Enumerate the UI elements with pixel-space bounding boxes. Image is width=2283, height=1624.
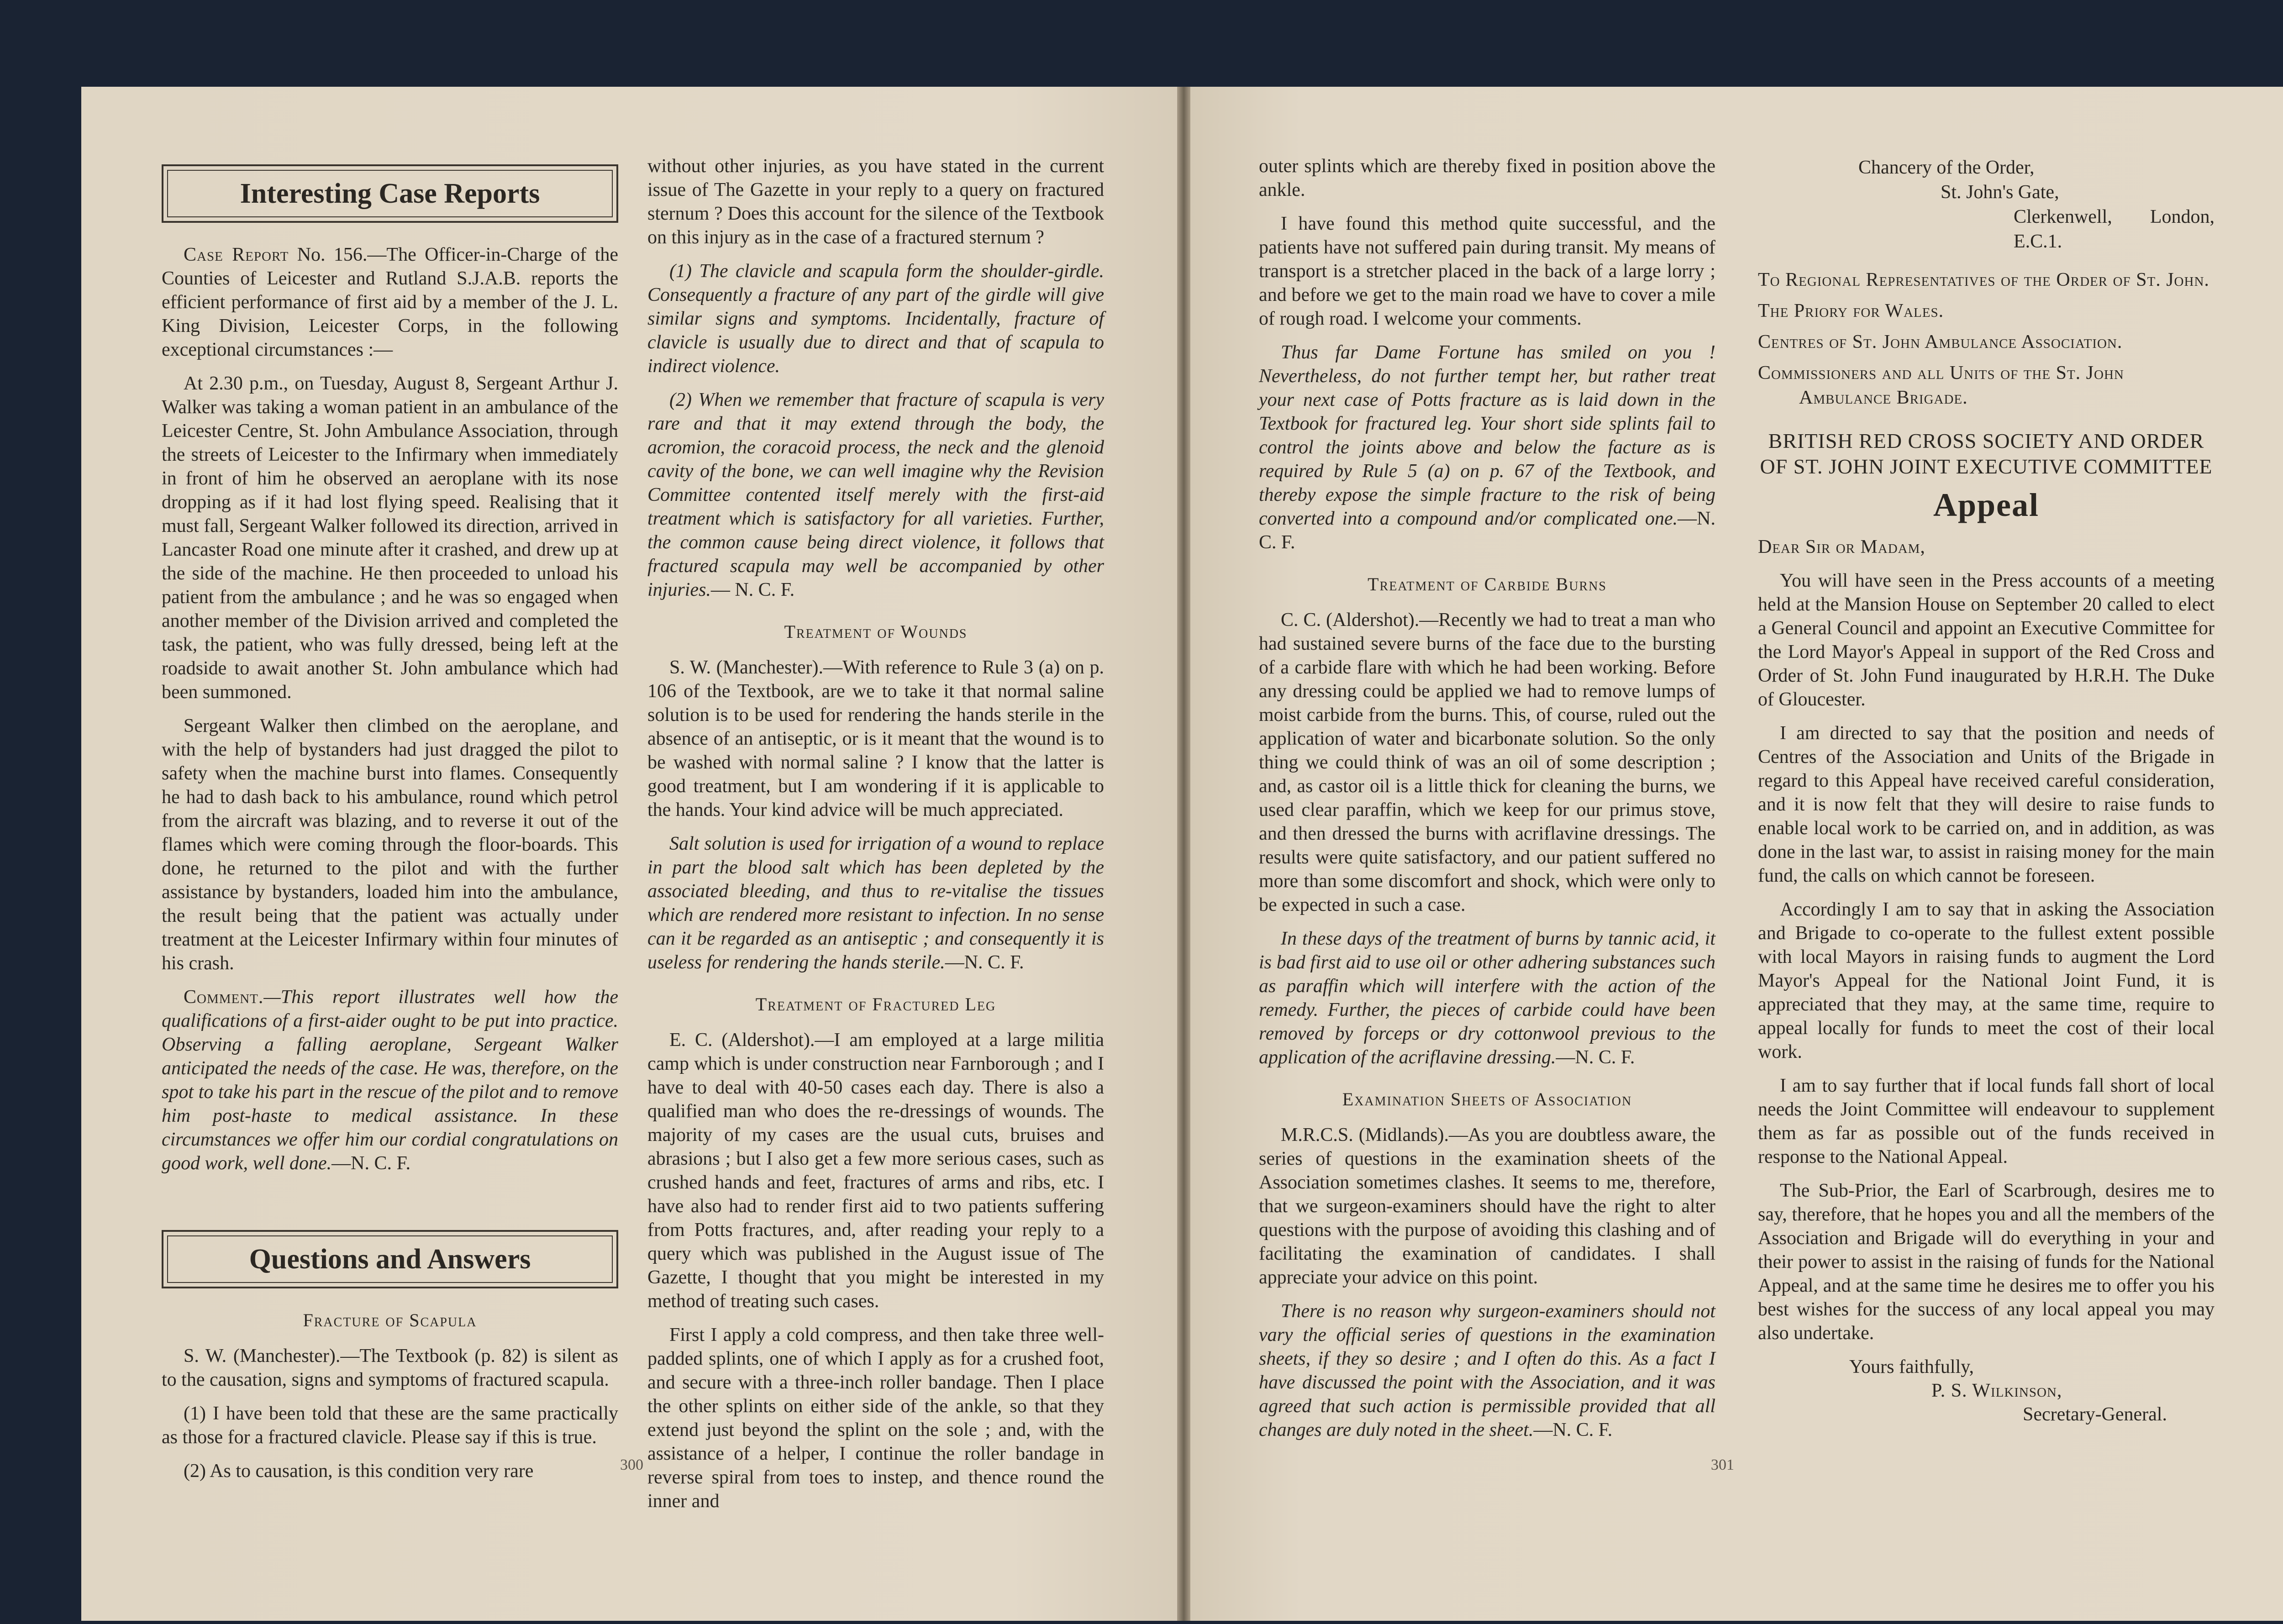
- scapula-answer-2: [647, 388, 1104, 602]
- scapula-question-1: (1) I have been told that these are the same practically as those for a fractured clavicle. Please say if this is true.: [162, 1403, 618, 1448]
- case-reports-heading: Interesting Case Reports: [167, 170, 613, 217]
- qa-heading-box: [162, 1230, 618, 1288]
- subhead-treatment-wounds: Treatment of Wounds: [784, 621, 968, 642]
- scapula-answer-2-text: (2) When we remember that fracture of scapula is very rare and that it may extend through the body, the acromion, the coracoid process, the neck and the glenoid cavity of the bone, we can well imagine why the Revision Committee contented itself merely with the first-aid treatment which is satisfactory for all varieties. Further, the common cause being direct violence, it follows that fractured scapula may well be accompanied by other injuries.: [647, 389, 1104, 600]
- page-number-left: 300: [620, 1456, 643, 1473]
- committee-heading: BRITISH RED CROSS SOCIETY AND ORDER OF ST. JOHN JOINT EXECUTIVE COMMITTEE: [1760, 429, 2213, 478]
- subhead-examination-sheets: Examination Sheets of Association: [1342, 1089, 1632, 1109]
- left-page: [81, 87, 1177, 1621]
- right-column-2: [1758, 155, 2215, 1426]
- recipient-1: To Regional Representatives of the Order of St. John.: [1758, 269, 2209, 290]
- appeal-title: Appeal: [1933, 487, 2040, 523]
- comment-label: Comment.: [184, 987, 264, 1008]
- address-line-2: St. John's Gate,: [1941, 182, 2059, 203]
- leg-question-2: First I apply a cold compress, and then take three well-padded splints, one of which I apply as for a crushed foot, and secure with a three-inch roller bandage. Then I place the other splints on either side of the ankle, so that they extend just beyond the splint on the sole ; and, with the assistance of a helper, I continue the roller bandage in reverse spiral from toes to instep, and thence round the inner and: [647, 1324, 1104, 1512]
- appeal-paragraph-3: Accordingly I am to say that in asking the Association and Brigade to co-operate to the fullest extent possible with local Mayors in raising funds to augment the Lord Mayor's Appeal for the National Joint Fund, it is appreciated that they may, at the same time, require to appeal locally for funds to meet the cost of their local work.: [1758, 899, 2215, 1062]
- case-intro: [162, 243, 618, 362]
- recipient-3: Centres of St. John Ambulance Association.: [1758, 331, 2123, 352]
- appeal-paragraph-5: The Sub-Prior, the Earl of Scarbrough, desires me to say, therefore, that he hopes you and all the members of the Association and Brigade will do everything in your and their power to assist in the raising of funds for the National Appeal, and at the same time he desires me to offer you his best wishes for the success of any local appeal you may also undertake.: [1758, 1180, 2215, 1344]
- comment-sign: —N. C. F.: [331, 1153, 410, 1174]
- leg-question-1: E. C. (Aldershot).—I am employed at a large militia camp which is under construction near Farnborough ; and I have to deal with 40-50 cases each day. There is also a qualified man who does the re-dressings of wounds. The majority of my cases are the usual cuts, bruises and abrasions ; but I also get a few more serious cases, such as crushed hands and feet, fractures of arms and ribs, etc. I have also had to render first aid to two patients suffering from Potts fractures, and, after reading your reply to a query which was published in the August issue of The Gazette, I thought that you might be interested in my method of treating such cases.: [647, 1030, 1104, 1312]
- appeal-paragraph-1: You will have seen in the Press accounts of a meeting held at the Mansion House on September 20 called to elect a General Council and appoint an Executive Committee for the Lord Mayor's Appeal in support of the Red Cross and Order of St. John Fund inaugurated by H.R.H. The Duke of Gloucester.: [1758, 570, 2215, 710]
- leg-question-cont: outer splints which are thereby fixed in position above the ankle.: [1259, 156, 1715, 200]
- case-intro-text: No. 156.—The Officer-in-Charge of the Counties of Leicester and Rutland S.J.A.B. reports the efficient performance of first aid by a member of the J. L. King Division, Leicester Corps, in the following exceptional circumstances :—: [162, 244, 618, 360]
- right-page: [1190, 87, 2283, 1621]
- sender-address: [1758, 155, 2215, 254]
- leg-answer: [1259, 341, 1715, 554]
- signer-name: P. S. Wilkinson,: [1931, 1380, 2062, 1401]
- scapula-answer-1: (1) The clavicle and scapula form the shoulder-girdle. Consequently a fracture of any part of the girdle will give similar signs and symptoms. Incidentally, fracture of clavicle is usually due to direct and that of scapula to indirect violence.: [647, 261, 1104, 377]
- address-line-3: Clerkenwell, London, E.C.1.: [2014, 206, 2215, 252]
- leg-answer-sign: —N. C. F.: [1259, 508, 1715, 553]
- signer-title: Secretary-General.: [2023, 1404, 2167, 1425]
- burns-question: C. C. (Aldershot).—Recently we had to treat a man who had sustained severe burns of the face due to the bursting of a carbide flare with which he had been working. Before any dressing could be applied we had to remove lumps of moist carbide from the burns. This, of course, ruled out the application of water and bicarbonate solution. So the only thing we could think of was an oil of some description ; and, as castor oil is a little thick for cleaning the burns, we used clear paraffin, which we keep for our primus stove, and then dressed the burns with acriflavine dressings. The results were quite satisfactory, and our patient suffered no more than some discomfort and shock, which were only to be expected in such a case.: [1259, 610, 1715, 915]
- scapula-question: S. W. (Manchester).—The Textbook (p. 82) is silent as to the causation, signs and symptoms of fractured scapula.: [162, 1345, 618, 1390]
- exam-answer-sign: —N. C. F.: [1533, 1419, 1613, 1440]
- left-column-1: [162, 164, 618, 1493]
- burns-answer-text: In these days of the treatment of burns by tannic acid, it is bad first aid to use oil or other adhering substances such as paraffin which will interfere with the action of the remedy. Further, the pieces of carbide could have been removed by forceps or dry cottonwool previous to the application of the acriflavine dressing.: [1259, 928, 1715, 1068]
- qa-heading: Questions and Answers: [167, 1235, 613, 1283]
- leg-question-3: I have found this method quite successful, and the patients have not suffered pain during transit. My means of transport is a stretcher placed in the back of a large lorry ; and before we get to the main road we have to cover a mile of rough road. I welcome your comments.: [1259, 213, 1715, 329]
- left-column-2: [647, 154, 1104, 1523]
- wounds-answer-sign: —N. C. F.: [945, 952, 1024, 973]
- case-reports-heading-box: [162, 164, 618, 223]
- case-paragraph-2: Sergeant Walker then climbed on the aeroplane, and with the help of bystanders had just dragged the pilot to safety when the machine burst into flames. Consequently he had to dash back to his ambulance, round which petrol from the aircraft was blazing, and to reverse it out of the flames which were coming through the floor-boards. This done, he returned to the pilot and with the further assistance by bystanders, loaded him into the ambulance, the result being that the patient was actually under treatment at the Leicester Infirmary within four minutes of his crash.: [162, 715, 618, 974]
- salutation: Dear Sir or Madam,: [1758, 536, 1925, 557]
- wounds-question: S. W. (Manchester).—With reference to Rule 3 (a) on p. 106 of the Textbook, are we to take it that normal saline solution is to be used for rendering the hands sterile in the absence of an antiseptic, or is it meant that the wound is to be washed with normal saline ? I know that the latter is good treatment, but I am wondering if it is applicable to the hands. Your kind advice will be much appreciated.: [647, 657, 1104, 820]
- recipient-2: The Priory for Wales.: [1758, 300, 1944, 321]
- subhead-carbide-burns: Treatment of Carbide Burns: [1368, 574, 1607, 594]
- leg-answer-text: Thus far Dame Fortune has smiled on you ! Nevertheless, do not further tempt her, but rather treat your next case of Potts fracture as is laid down in the Textbook for fractured leg. Your short side splints fail to control the joints above and below the facture as is required by Rule 5 (a) on p. 67 of the Textbook, and thereby expose the simple fracture to the risk of being converted into a compound and/or complicated one.: [1259, 342, 1715, 529]
- subhead-fracture-scapula: Fracture of Scapula: [303, 1310, 477, 1330]
- right-column-1: [1259, 154, 1715, 1452]
- wounds-answer-text: Salt solution is used for irrigation of a wound to replace in part the blood salt which has been depleted by the associated bleeding, and thus to re-vitalise the tissues which are rendered more resistant to infection. In no sense can it be regarded as an antiseptic ; and consequently it is useless for rendering the hands sterile.: [647, 833, 1104, 973]
- wounds-answer: [647, 832, 1104, 974]
- exam-answer: [1259, 1299, 1715, 1442]
- address-line-1: Chancery of the Order,: [1858, 157, 2035, 178]
- appeal-paragraph-2: I am directed to say that the position and needs of Centres of the Association and Units of the Brigade in regard to this Appeal have received careful consideration, and it is now felt that they will desire to raise funds to enable local work to be carried on, and in addition, as was done in the last war, to assist in raising money for the main fund, the calls on which cannot be foreseen.: [1758, 723, 2215, 886]
- burns-answer: [1259, 927, 1715, 1069]
- scapula-answer-2-sign: — N. C. F.: [710, 579, 795, 600]
- binding-gutter: [1177, 87, 1190, 1621]
- exam-answer-text: There is no reason why surgeon-examiners should not vary the official series of questions in the examination sheets, if they so desire ; and I often do this. As a fact I have discussed the point with the Association, and it was agreed that such action is permissible provided that all changes are duly noted in the sheet.: [1259, 1301, 1715, 1440]
- page-number-right: 301: [1711, 1456, 1734, 1473]
- recipient-4: Commissioners and all Units of the St. John Ambulance Brigade.: [1758, 363, 2124, 408]
- appeal-paragraph-4: I am to say further that if local funds fall short of local needs the Joint Committee will endeavour to supplement them as far as possible out of the funds received in response to the National Appeal.: [1758, 1075, 2215, 1167]
- scapula-question-2: (2) As to causation, is this condition very rare: [184, 1461, 534, 1482]
- case-intro-label: Case Report: [184, 244, 289, 265]
- burns-answer-sign: —N. C. F.: [1556, 1047, 1635, 1068]
- comment-text: —This report illustrates well how the qualifications of a first-aider ought to be put into practice. Observing a falling aeroplane, Sergeant Walker anticipated the needs of the case. He was, therefore, on the spot to take his part in the rescue of the pilot and to remove him post-haste to medical assistance. In these circumstances we offer him our cordial congratulations on good work, well done.: [162, 987, 618, 1174]
- exam-question: M.R.C.S. (Midlands).—As you are doubtless aware, the series of questions in the examination sheets of the Association sometimes clashes. It seems to me, therefore, that we surgeon-examiners should have the right to alter questions with the purpose of avoiding this clashing and of facilitating the examination of candidates. I shall appreciate your advice on this point.: [1259, 1125, 1715, 1288]
- subhead-fractured-leg: Treatment of Fractured Leg: [755, 994, 996, 1014]
- scapula-question-cont: without other injuries, as you have stated in the current issue of The Gazette in your reply to a query on fractured sternum ? Does this account for the silence of the Textbook on this injury as in the case of a fractured sternum ?: [647, 156, 1104, 248]
- recipients: [1758, 268, 2215, 410]
- closing: Yours faithfully,: [1849, 1356, 1974, 1377]
- case-paragraph-1: At 2.30 p.m., on Tuesday, August 8, Sergeant Arthur J. Walker was taking a woman patient in an ambulance of the Leicester Centre, St. John Ambulance Association, through the streets of Leicester to the Infirmary when immediately in front of him he observed an aeroplane with its nose dropping as if it had lost flying speed. Realising that it must fall, Sergeant Walker followed its direction, arrived in Lancaster Road one minute after it crashed, and drew up at the side of the machine. He then proceeded to unload his patient from the ambulance ; and he was so engaged when another member of the Division arrived and completed the task, the patient, who was fully dressed, being left at the roadside to await another St. John ambulance which had been summoned.: [162, 373, 618, 703]
- comment-paragraph: [162, 985, 618, 1175]
